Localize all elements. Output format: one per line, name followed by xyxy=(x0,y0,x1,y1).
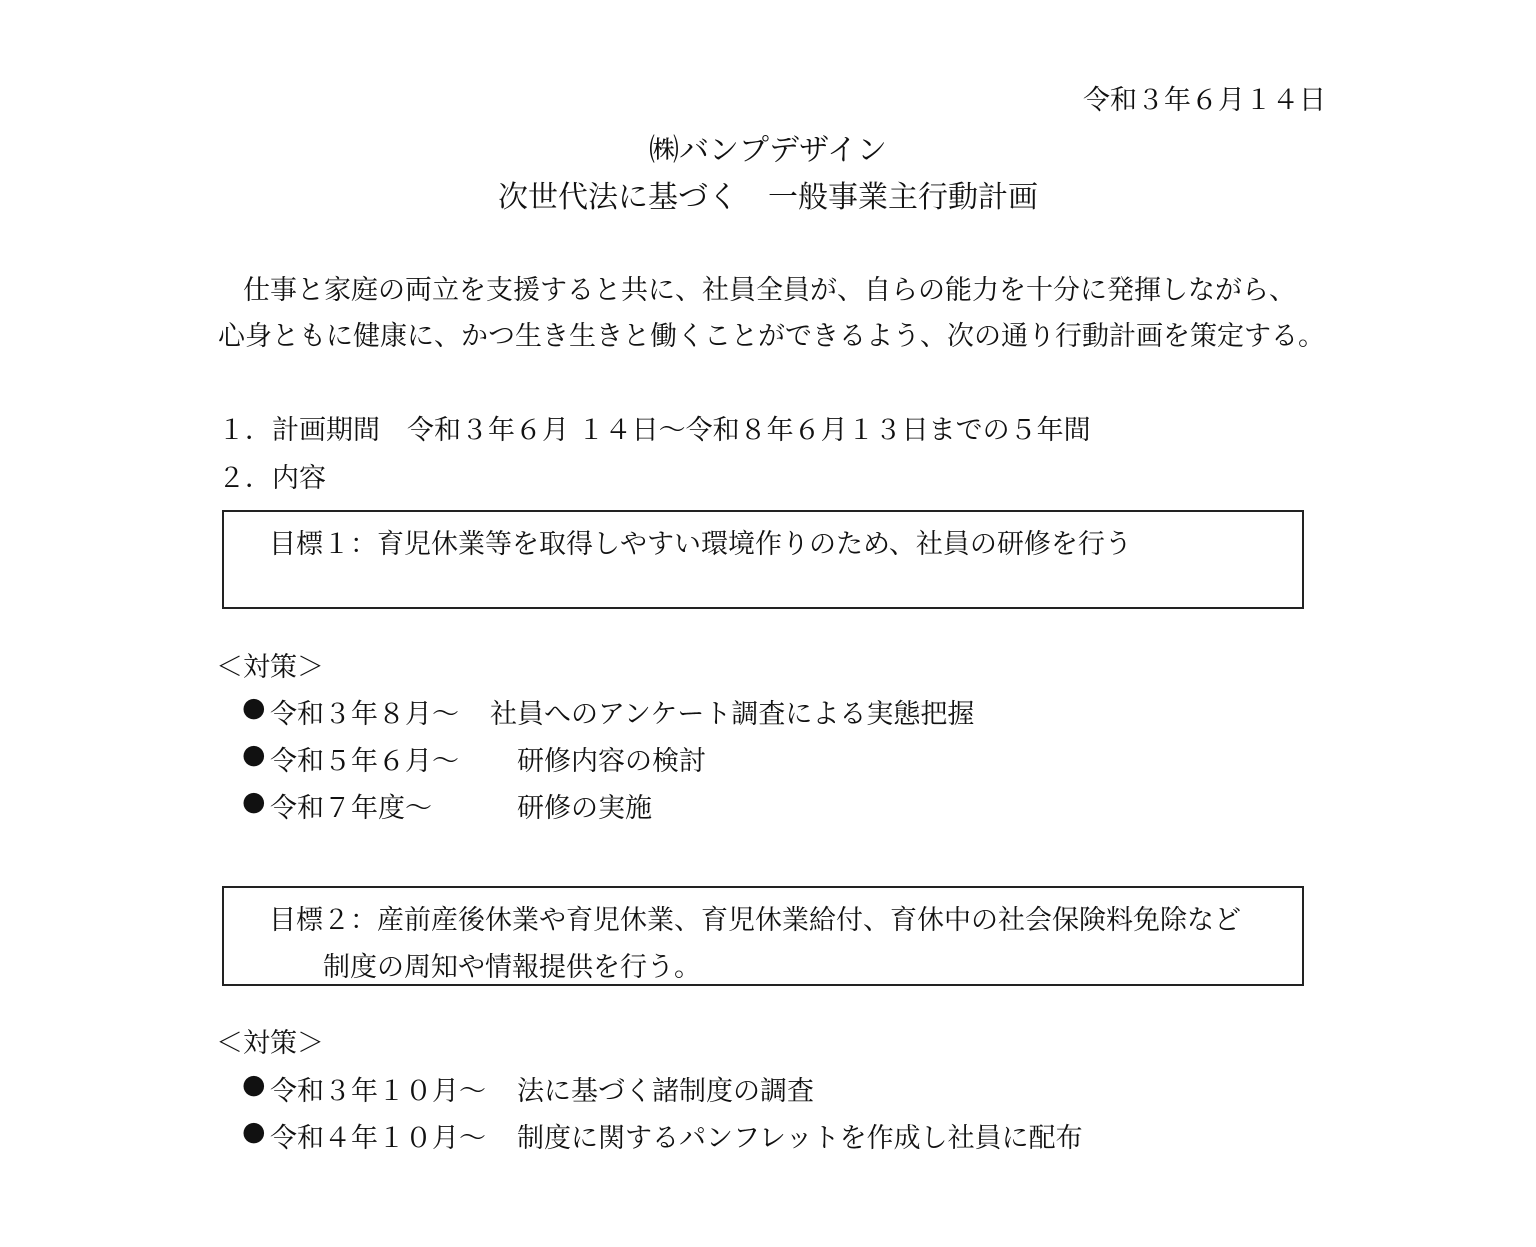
measure-action: 研修の実施 xyxy=(517,793,652,824)
goal-1-text: 目標１：育児休業等を取得しやすい環境作りのため、社員の研修を行う xyxy=(269,529,1132,560)
bullet-icon: ● xyxy=(242,739,266,770)
measure-item xyxy=(0,1116,1536,1156)
bullet-icon: ● xyxy=(242,1116,266,1147)
bullet-icon: ● xyxy=(242,786,266,817)
measure-item xyxy=(0,692,1536,732)
goal-2-box xyxy=(222,886,1304,986)
section-plan-period: １．計画期間 令和３年６月 １４日～令和８年６月１３日までの５年間 xyxy=(218,415,1091,446)
company-name: ㈱バンプデザイン xyxy=(649,133,887,168)
goal-1-box xyxy=(222,510,1304,609)
intro-line-1: 仕事と家庭の両立を支援すると共に、社員全員が、自らの能力を十分に発揮しながら、 xyxy=(243,275,1296,306)
measures-heading-1: ＜対策＞ xyxy=(216,652,324,683)
measure-action: 制度に関するパンフレットを作成し社員に配布 xyxy=(517,1123,1083,1154)
measure-action: 研修内容の検討 xyxy=(517,746,706,777)
document-title: 次世代法に基づく 一般事業主行動計画 xyxy=(498,180,1038,215)
bullet-icon: ● xyxy=(242,1069,266,1100)
intro-line-2: 心身ともに健康に、かつ生き生きと働くことができるよう、次の通り行動計画を策定する。 xyxy=(218,321,1325,352)
measure-item xyxy=(0,786,1536,826)
goal-2-text-line-2: 制度の周知や情報提供を行う。 xyxy=(323,952,701,983)
section-content: ２．内容 xyxy=(218,463,326,494)
document-date: 令和３年６月１４日 xyxy=(1083,85,1326,116)
measure-action: 社員へのアンケート調査による実態把握 xyxy=(490,699,975,730)
bullet-icon: ● xyxy=(242,692,266,723)
measure-item xyxy=(0,739,1536,779)
measure-item xyxy=(0,1069,1536,1109)
measure-period: 令和３年１０月～ xyxy=(270,1076,486,1107)
measure-period: 令和７年度～ xyxy=(270,793,432,824)
measure-action: 法に基づく諸制度の調査 xyxy=(517,1076,814,1107)
measures-heading-2: ＜対策＞ xyxy=(216,1028,324,1059)
goal-2-text-line-1: 目標２：産前産後休業や育児休業、育児休業給付、育休中の社会保険料免除など xyxy=(269,905,1241,936)
measure-period: 令和３年８月～ xyxy=(270,699,459,730)
measure-period: 令和５年６月～ xyxy=(270,746,459,777)
measure-period: 令和４年１０月～ xyxy=(270,1123,486,1154)
